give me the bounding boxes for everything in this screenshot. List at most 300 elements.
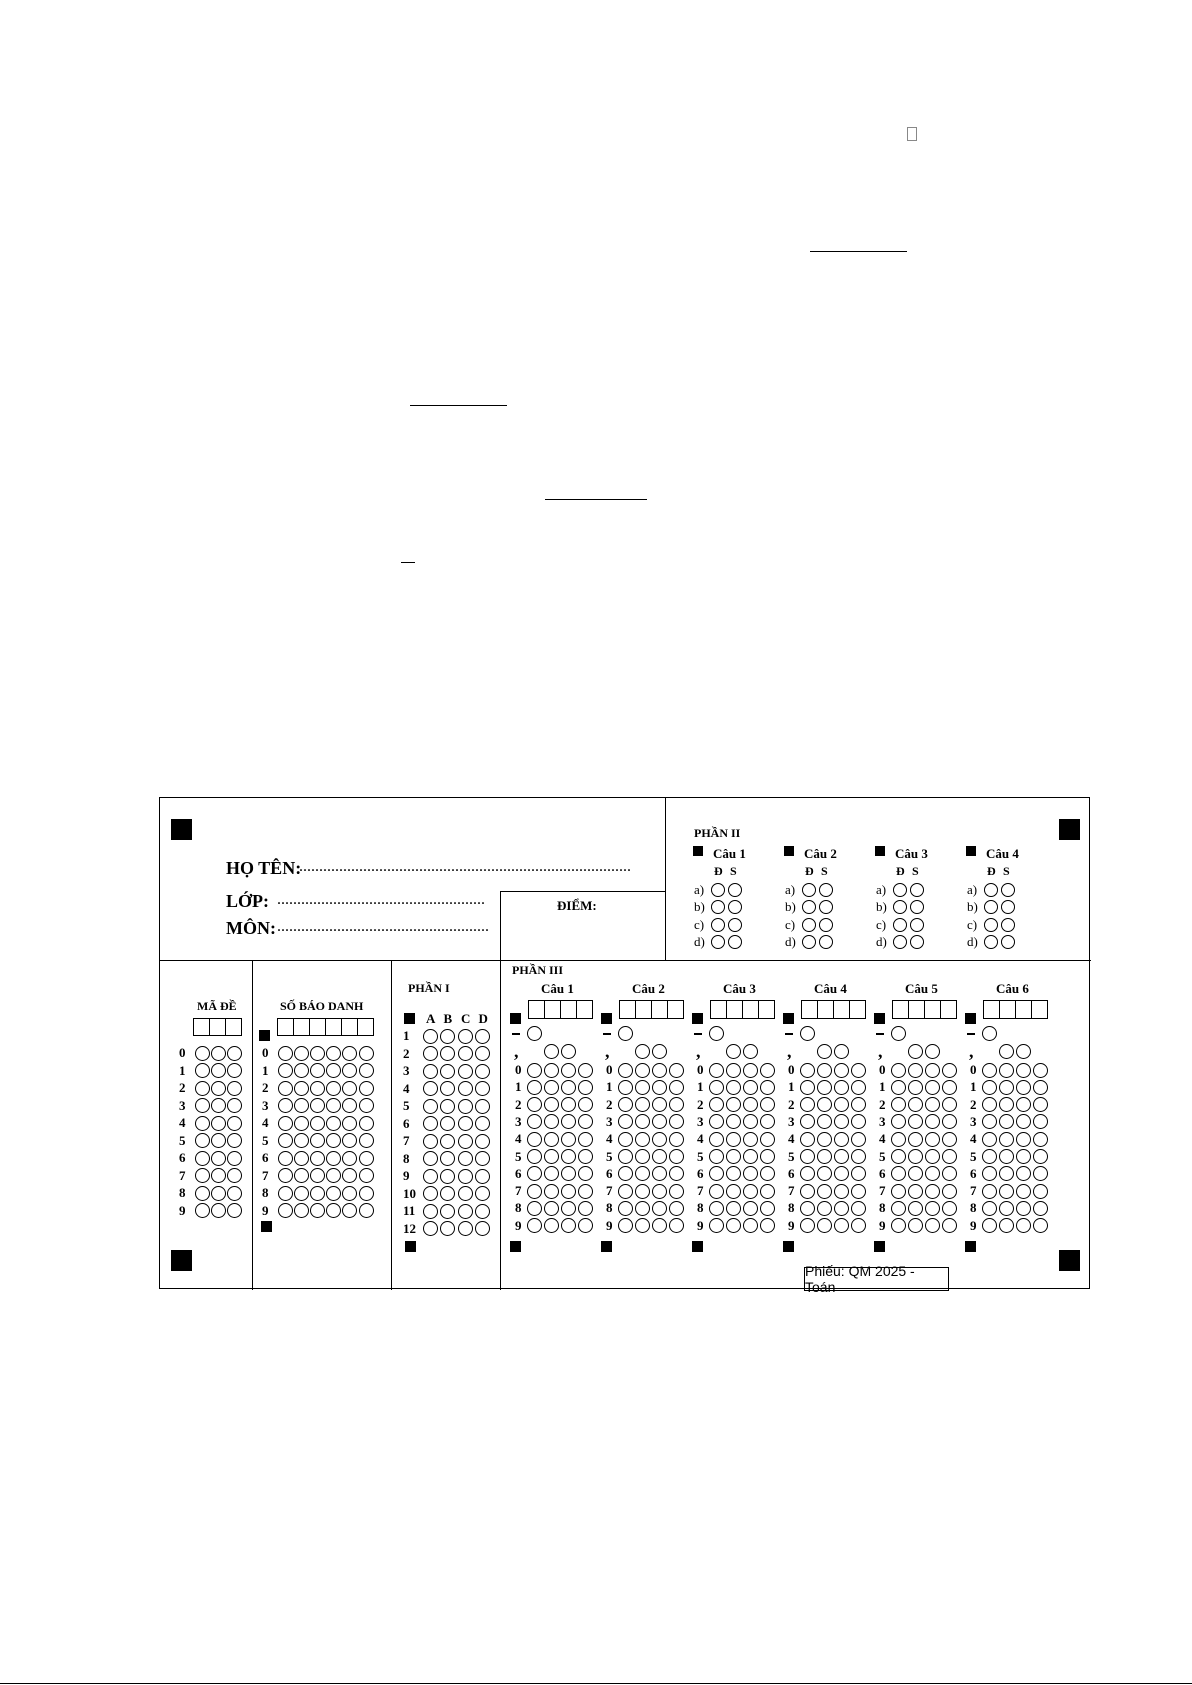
part3-digit-bubble[interactable] <box>891 1114 906 1129</box>
part3-digit-bubble[interactable] <box>908 1218 923 1233</box>
part3-entry-box[interactable] <box>651 1000 668 1019</box>
part3-digit-bubble[interactable] <box>834 1166 849 1181</box>
part3-digit-bubble[interactable] <box>908 1097 923 1112</box>
part3-digit-bubble[interactable] <box>578 1201 593 1216</box>
exam-code-digit-bubble[interactable] <box>211 1063 226 1078</box>
part3-entry-box[interactable] <box>742 1000 759 1019</box>
part1-answer-bubble[interactable] <box>423 1064 438 1079</box>
part1-answer-bubble[interactable] <box>423 1046 438 1061</box>
part3-digit-bubble[interactable] <box>561 1166 576 1181</box>
comma-bubble[interactable] <box>743 1044 758 1059</box>
part3-digit-bubble[interactable] <box>561 1114 576 1129</box>
part3-digit-bubble[interactable] <box>743 1080 758 1095</box>
part1-answer-bubble[interactable] <box>475 1221 490 1236</box>
false-bubble[interactable] <box>1001 883 1015 897</box>
part1-answer-bubble[interactable] <box>440 1046 455 1061</box>
student-id-digit-bubble[interactable] <box>359 1046 374 1061</box>
part3-digit-bubble[interactable] <box>800 1097 815 1112</box>
part3-digit-bubble[interactable] <box>618 1201 633 1216</box>
part3-entry-box[interactable] <box>619 1000 636 1019</box>
student-id-digit-bubble[interactable] <box>278 1133 293 1148</box>
part3-digit-bubble[interactable] <box>982 1218 997 1233</box>
exam-code-digit-bubble[interactable] <box>227 1098 242 1113</box>
part3-digit-bubble[interactable] <box>726 1063 741 1078</box>
student-id-digit-bubble[interactable] <box>278 1081 293 1096</box>
exam-code-digit-bubble[interactable] <box>195 1063 210 1078</box>
part3-digit-bubble[interactable] <box>851 1132 866 1147</box>
part1-answer-bubble[interactable] <box>475 1046 490 1061</box>
student-id-digit-bubble[interactable] <box>326 1098 341 1113</box>
student-id-digit-bubble[interactable] <box>310 1046 325 1061</box>
part3-digit-bubble[interactable] <box>1016 1166 1031 1181</box>
student-id-digit-bubble[interactable] <box>342 1168 357 1183</box>
comma-bubble[interactable] <box>817 1044 832 1059</box>
part3-digit-bubble[interactable] <box>999 1166 1014 1181</box>
student-id-digit-bubble[interactable] <box>294 1081 309 1096</box>
part3-entry-box[interactable] <box>999 1000 1016 1019</box>
true-bubble[interactable] <box>711 918 725 932</box>
comma-bubble[interactable] <box>925 1044 940 1059</box>
false-bubble[interactable] <box>728 883 742 897</box>
part3-digit-bubble[interactable] <box>834 1218 849 1233</box>
part3-digit-bubble[interactable] <box>834 1132 849 1147</box>
part3-digit-bubble[interactable] <box>999 1063 1014 1078</box>
minus-bubble[interactable] <box>891 1026 906 1041</box>
part1-answer-bubble[interactable] <box>423 1081 438 1096</box>
part3-digit-bubble[interactable] <box>544 1114 559 1129</box>
part3-digit-bubble[interactable] <box>669 1132 684 1147</box>
part3-digit-bubble[interactable] <box>760 1080 775 1095</box>
part3-digit-bubble[interactable] <box>982 1149 997 1164</box>
part3-digit-bubble[interactable] <box>925 1097 940 1112</box>
exam-code-digit-bubble[interactable] <box>227 1116 242 1131</box>
part3-digit-bubble[interactable] <box>834 1114 849 1129</box>
part3-digit-bubble[interactable] <box>999 1080 1014 1095</box>
part3-digit-bubble[interactable] <box>743 1184 758 1199</box>
part3-digit-bubble[interactable] <box>942 1080 957 1095</box>
part3-entry-box[interactable] <box>726 1000 743 1019</box>
part3-entry-box[interactable] <box>710 1000 727 1019</box>
part3-digit-bubble[interactable] <box>527 1149 542 1164</box>
student-id-digit-bubble[interactable] <box>326 1133 341 1148</box>
part3-digit-bubble[interactable] <box>1016 1132 1031 1147</box>
exam-code-entry-box[interactable] <box>225 1018 242 1036</box>
part3-digit-bubble[interactable] <box>760 1063 775 1078</box>
exam-code-digit-bubble[interactable] <box>195 1133 210 1148</box>
part1-answer-bubble[interactable] <box>440 1151 455 1166</box>
part3-digit-bubble[interactable] <box>669 1149 684 1164</box>
student-id-digit-bubble[interactable] <box>326 1168 341 1183</box>
part3-digit-bubble[interactable] <box>709 1184 724 1199</box>
student-id-digit-bubble[interactable] <box>342 1116 357 1131</box>
student-id-digit-bubble[interactable] <box>310 1151 325 1166</box>
part3-digit-bubble[interactable] <box>1016 1063 1031 1078</box>
exam-code-digit-bubble[interactable] <box>195 1116 210 1131</box>
exam-code-digit-bubble[interactable] <box>195 1081 210 1096</box>
part3-digit-bubble[interactable] <box>578 1166 593 1181</box>
part3-digit-bubble[interactable] <box>669 1097 684 1112</box>
part1-answer-bubble[interactable] <box>458 1064 473 1079</box>
part3-digit-bubble[interactable] <box>1033 1114 1048 1129</box>
part3-digit-bubble[interactable] <box>709 1149 724 1164</box>
student-id-digit-bubble[interactable] <box>278 1186 293 1201</box>
student-id-digit-bubble[interactable] <box>310 1168 325 1183</box>
exam-code-digit-bubble[interactable] <box>227 1081 242 1096</box>
part3-digit-bubble[interactable] <box>635 1063 650 1078</box>
part3-digit-bubble[interactable] <box>709 1201 724 1216</box>
part3-digit-bubble[interactable] <box>925 1063 940 1078</box>
part3-digit-bubble[interactable] <box>834 1149 849 1164</box>
part3-digit-bubble[interactable] <box>817 1097 832 1112</box>
part3-digit-bubble[interactable] <box>635 1132 650 1147</box>
student-id-digit-bubble[interactable] <box>342 1151 357 1166</box>
part1-answer-bubble[interactable] <box>423 1169 438 1184</box>
part3-digit-bubble[interactable] <box>709 1218 724 1233</box>
part1-answer-bubble[interactable] <box>475 1169 490 1184</box>
student-id-digit-bubble[interactable] <box>342 1046 357 1061</box>
part3-digit-bubble[interactable] <box>578 1149 593 1164</box>
part3-digit-bubble[interactable] <box>800 1114 815 1129</box>
student-id-digit-bubble[interactable] <box>359 1133 374 1148</box>
comma-bubble[interactable] <box>834 1044 849 1059</box>
minus-bubble[interactable] <box>618 1026 633 1041</box>
part3-digit-bubble[interactable] <box>618 1184 633 1199</box>
exam-code-digit-bubble[interactable] <box>211 1168 226 1183</box>
student-id-digit-bubble[interactable] <box>278 1116 293 1131</box>
comma-bubble[interactable] <box>635 1044 650 1059</box>
part3-digit-bubble[interactable] <box>925 1114 940 1129</box>
exam-code-digit-bubble[interactable] <box>211 1133 226 1148</box>
false-bubble[interactable] <box>910 900 924 914</box>
exam-code-digit-bubble[interactable] <box>195 1151 210 1166</box>
exam-code-digit-bubble[interactable] <box>195 1186 210 1201</box>
part3-digit-bubble[interactable] <box>652 1149 667 1164</box>
part3-digit-bubble[interactable] <box>982 1097 997 1112</box>
part3-digit-bubble[interactable] <box>1033 1166 1048 1181</box>
part1-answer-bubble[interactable] <box>475 1081 490 1096</box>
exam-code-digit-bubble[interactable] <box>195 1203 210 1218</box>
exam-code-digit-bubble[interactable] <box>227 1063 242 1078</box>
student-id-digit-bubble[interactable] <box>310 1116 325 1131</box>
part3-digit-bubble[interactable] <box>527 1132 542 1147</box>
exam-code-digit-bubble[interactable] <box>195 1168 210 1183</box>
student-id-digit-bubble[interactable] <box>294 1063 309 1078</box>
false-bubble[interactable] <box>728 900 742 914</box>
part3-entry-box[interactable] <box>940 1000 957 1019</box>
part3-digit-bubble[interactable] <box>709 1097 724 1112</box>
part1-answer-bubble[interactable] <box>475 1204 490 1219</box>
part3-digit-bubble[interactable] <box>1033 1132 1048 1147</box>
student-id-digit-bubble[interactable] <box>359 1098 374 1113</box>
part1-answer-bubble[interactable] <box>423 1204 438 1219</box>
part3-digit-bubble[interactable] <box>760 1201 775 1216</box>
part3-digit-bubble[interactable] <box>743 1097 758 1112</box>
part3-digit-bubble[interactable] <box>925 1149 940 1164</box>
part3-digit-bubble[interactable] <box>709 1114 724 1129</box>
part3-digit-bubble[interactable] <box>652 1097 667 1112</box>
false-bubble[interactable] <box>728 935 742 949</box>
part3-digit-bubble[interactable] <box>561 1218 576 1233</box>
part3-digit-bubble[interactable] <box>726 1114 741 1129</box>
student-id-digit-bubble[interactable] <box>326 1203 341 1218</box>
part3-digit-bubble[interactable] <box>1033 1184 1048 1199</box>
part1-answer-bubble[interactable] <box>475 1186 490 1201</box>
part3-entry-box[interactable] <box>758 1000 775 1019</box>
part3-digit-bubble[interactable] <box>942 1114 957 1129</box>
part3-digit-bubble[interactable] <box>982 1114 997 1129</box>
part3-digit-bubble[interactable] <box>544 1132 559 1147</box>
part3-entry-box[interactable] <box>983 1000 1000 1019</box>
part3-digit-bubble[interactable] <box>925 1218 940 1233</box>
part3-digit-bubble[interactable] <box>652 1166 667 1181</box>
part3-digit-bubble[interactable] <box>1033 1097 1048 1112</box>
student-id-digit-bubble[interactable] <box>278 1168 293 1183</box>
part3-digit-bubble[interactable] <box>800 1184 815 1199</box>
part1-answer-bubble[interactable] <box>458 1204 473 1219</box>
exam-code-digit-bubble[interactable] <box>227 1151 242 1166</box>
part3-digit-bubble[interactable] <box>709 1063 724 1078</box>
part3-digit-bubble[interactable] <box>743 1132 758 1147</box>
student-id-digit-bubble[interactable] <box>359 1151 374 1166</box>
student-id-digit-bubble[interactable] <box>342 1063 357 1078</box>
part3-digit-bubble[interactable] <box>652 1218 667 1233</box>
part3-entry-box[interactable] <box>801 1000 818 1019</box>
part3-digit-bubble[interactable] <box>800 1201 815 1216</box>
part3-digit-bubble[interactable] <box>527 1097 542 1112</box>
part1-answer-bubble[interactable] <box>423 1116 438 1131</box>
part3-digit-bubble[interactable] <box>652 1063 667 1078</box>
true-bubble[interactable] <box>711 883 725 897</box>
part3-digit-bubble[interactable] <box>851 1097 866 1112</box>
part3-digit-bubble[interactable] <box>743 1218 758 1233</box>
part3-digit-bubble[interactable] <box>726 1097 741 1112</box>
student-id-digit-bubble[interactable] <box>278 1063 293 1078</box>
student-id-digit-bubble[interactable] <box>294 1186 309 1201</box>
part1-answer-bubble[interactable] <box>440 1116 455 1131</box>
part3-digit-bubble[interactable] <box>709 1132 724 1147</box>
part3-digit-bubble[interactable] <box>652 1201 667 1216</box>
part3-digit-bubble[interactable] <box>982 1132 997 1147</box>
part3-digit-bubble[interactable] <box>635 1097 650 1112</box>
exam-code-digit-bubble[interactable] <box>211 1081 226 1096</box>
part3-digit-bubble[interactable] <box>652 1114 667 1129</box>
part3-entry-box[interactable] <box>924 1000 941 1019</box>
exam-code-digit-bubble[interactable] <box>195 1046 210 1061</box>
part3-digit-bubble[interactable] <box>942 1063 957 1078</box>
true-bubble[interactable] <box>893 900 907 914</box>
part3-digit-bubble[interactable] <box>578 1184 593 1199</box>
part3-digit-bubble[interactable] <box>1033 1201 1048 1216</box>
part3-entry-box[interactable] <box>560 1000 577 1019</box>
part3-digit-bubble[interactable] <box>999 1114 1014 1129</box>
part3-digit-bubble[interactable] <box>942 1166 957 1181</box>
student-id-digit-bubble[interactable] <box>359 1081 374 1096</box>
false-bubble[interactable] <box>1001 935 1015 949</box>
student-id-digit-bubble[interactable] <box>310 1203 325 1218</box>
part3-digit-bubble[interactable] <box>669 1063 684 1078</box>
student-id-entry-box[interactable] <box>309 1018 326 1036</box>
true-bubble[interactable] <box>802 935 816 949</box>
true-bubble[interactable] <box>893 935 907 949</box>
comma-bubble[interactable] <box>544 1044 559 1059</box>
student-id-digit-bubble[interactable] <box>326 1063 341 1078</box>
part3-digit-bubble[interactable] <box>817 1132 832 1147</box>
student-id-digit-bubble[interactable] <box>294 1046 309 1061</box>
part3-digit-bubble[interactable] <box>669 1166 684 1181</box>
part1-answer-bubble[interactable] <box>458 1029 473 1044</box>
part3-digit-bubble[interactable] <box>982 1184 997 1199</box>
part3-digit-bubble[interactable] <box>908 1166 923 1181</box>
part3-digit-bubble[interactable] <box>669 1218 684 1233</box>
true-bubble[interactable] <box>984 883 998 897</box>
part3-digit-bubble[interactable] <box>743 1063 758 1078</box>
exam-code-digit-bubble[interactable] <box>211 1186 226 1201</box>
true-bubble[interactable] <box>984 935 998 949</box>
student-id-digit-bubble[interactable] <box>278 1046 293 1061</box>
part1-answer-bubble[interactable] <box>475 1134 490 1149</box>
part3-digit-bubble[interactable] <box>544 1218 559 1233</box>
minus-bubble[interactable] <box>709 1026 724 1041</box>
student-id-digit-bubble[interactable] <box>359 1116 374 1131</box>
part3-digit-bubble[interactable] <box>817 1201 832 1216</box>
part1-answer-bubble[interactable] <box>423 1029 438 1044</box>
student-id-digit-bubble[interactable] <box>310 1063 325 1078</box>
part3-digit-bubble[interactable] <box>1016 1080 1031 1095</box>
part3-digit-bubble[interactable] <box>669 1184 684 1199</box>
part3-entry-box[interactable] <box>833 1000 850 1019</box>
part3-digit-bubble[interactable] <box>544 1166 559 1181</box>
part1-answer-bubble[interactable] <box>458 1081 473 1096</box>
part3-digit-bubble[interactable] <box>891 1132 906 1147</box>
false-bubble[interactable] <box>910 918 924 932</box>
part3-digit-bubble[interactable] <box>561 1080 576 1095</box>
comma-bubble[interactable] <box>652 1044 667 1059</box>
student-id-digit-bubble[interactable] <box>326 1046 341 1061</box>
part3-digit-bubble[interactable] <box>908 1132 923 1147</box>
part3-digit-bubble[interactable] <box>908 1201 923 1216</box>
part3-digit-bubble[interactable] <box>942 1184 957 1199</box>
part3-digit-bubble[interactable] <box>851 1063 866 1078</box>
part3-digit-bubble[interactable] <box>851 1166 866 1181</box>
part3-digit-bubble[interactable] <box>999 1149 1014 1164</box>
part1-answer-bubble[interactable] <box>475 1029 490 1044</box>
part1-answer-bubble[interactable] <box>458 1151 473 1166</box>
exam-code-digit-bubble[interactable] <box>227 1046 242 1061</box>
part3-digit-bubble[interactable] <box>982 1063 997 1078</box>
part3-digit-bubble[interactable] <box>942 1097 957 1112</box>
part3-digit-bubble[interactable] <box>982 1080 997 1095</box>
part3-digit-bubble[interactable] <box>817 1114 832 1129</box>
part3-digit-bubble[interactable] <box>635 1201 650 1216</box>
part3-digit-bubble[interactable] <box>999 1201 1014 1216</box>
part3-digit-bubble[interactable] <box>726 1149 741 1164</box>
part3-digit-bubble[interactable] <box>891 1166 906 1181</box>
student-id-digit-bubble[interactable] <box>294 1151 309 1166</box>
part3-entry-box[interactable] <box>849 1000 866 1019</box>
part3-digit-bubble[interactable] <box>800 1063 815 1078</box>
part3-digit-bubble[interactable] <box>760 1218 775 1233</box>
true-bubble[interactable] <box>711 900 725 914</box>
part3-digit-bubble[interactable] <box>1016 1097 1031 1112</box>
comma-bubble[interactable] <box>999 1044 1014 1059</box>
part3-digit-bubble[interactable] <box>760 1114 775 1129</box>
part3-digit-bubble[interactable] <box>669 1201 684 1216</box>
student-id-digit-bubble[interactable] <box>294 1168 309 1183</box>
minus-bubble[interactable] <box>800 1026 815 1041</box>
part3-digit-bubble[interactable] <box>1033 1149 1048 1164</box>
student-id-entry-box[interactable] <box>325 1018 342 1036</box>
part1-answer-bubble[interactable] <box>423 1186 438 1201</box>
student-id-digit-bubble[interactable] <box>342 1133 357 1148</box>
part1-answer-bubble[interactable] <box>423 1151 438 1166</box>
part3-digit-bubble[interactable] <box>1016 1218 1031 1233</box>
part3-digit-bubble[interactable] <box>999 1132 1014 1147</box>
part3-entry-box[interactable] <box>635 1000 652 1019</box>
part1-answer-bubble[interactable] <box>423 1134 438 1149</box>
minus-bubble[interactable] <box>527 1026 542 1041</box>
student-id-digit-bubble[interactable] <box>326 1081 341 1096</box>
student-id-digit-bubble[interactable] <box>359 1168 374 1183</box>
part1-answer-bubble[interactable] <box>458 1099 473 1114</box>
part3-digit-bubble[interactable] <box>544 1097 559 1112</box>
part1-answer-bubble[interactable] <box>458 1186 473 1201</box>
part3-digit-bubble[interactable] <box>635 1149 650 1164</box>
true-bubble[interactable] <box>802 918 816 932</box>
part3-digit-bubble[interactable] <box>942 1218 957 1233</box>
exam-code-digit-bubble[interactable] <box>227 1203 242 1218</box>
student-id-digit-bubble[interactable] <box>294 1098 309 1113</box>
true-bubble[interactable] <box>802 883 816 897</box>
part3-digit-bubble[interactable] <box>561 1201 576 1216</box>
true-bubble[interactable] <box>893 883 907 897</box>
part3-digit-bubble[interactable] <box>891 1063 906 1078</box>
part3-digit-bubble[interactable] <box>561 1097 576 1112</box>
part3-digit-bubble[interactable] <box>527 1184 542 1199</box>
part3-digit-bubble[interactable] <box>726 1080 741 1095</box>
part3-digit-bubble[interactable] <box>891 1201 906 1216</box>
part3-digit-bubble[interactable] <box>743 1201 758 1216</box>
part3-digit-bubble[interactable] <box>635 1184 650 1199</box>
part3-digit-bubble[interactable] <box>527 1114 542 1129</box>
exam-code-digit-bubble[interactable] <box>211 1116 226 1131</box>
part3-digit-bubble[interactable] <box>527 1080 542 1095</box>
part3-digit-bubble[interactable] <box>669 1080 684 1095</box>
part3-digit-bubble[interactable] <box>942 1132 957 1147</box>
part3-digit-bubble[interactable] <box>925 1132 940 1147</box>
part3-digit-bubble[interactable] <box>925 1201 940 1216</box>
student-id-digit-bubble[interactable] <box>326 1186 341 1201</box>
part3-digit-bubble[interactable] <box>561 1132 576 1147</box>
part3-digit-bubble[interactable] <box>851 1218 866 1233</box>
part3-digit-bubble[interactable] <box>942 1201 957 1216</box>
part3-digit-bubble[interactable] <box>618 1080 633 1095</box>
exam-code-entry-box[interactable] <box>193 1018 210 1036</box>
part1-answer-bubble[interactable] <box>458 1116 473 1131</box>
part3-digit-bubble[interactable] <box>618 1132 633 1147</box>
part3-digit-bubble[interactable] <box>760 1166 775 1181</box>
student-id-digit-bubble[interactable] <box>342 1203 357 1218</box>
part3-digit-bubble[interactable] <box>618 1114 633 1129</box>
part3-digit-bubble[interactable] <box>527 1201 542 1216</box>
student-id-entry-box[interactable] <box>277 1018 294 1036</box>
part3-digit-bubble[interactable] <box>834 1201 849 1216</box>
part3-digit-bubble[interactable] <box>743 1149 758 1164</box>
true-bubble[interactable] <box>802 900 816 914</box>
part1-answer-bubble[interactable] <box>440 1029 455 1044</box>
part3-digit-bubble[interactable] <box>544 1080 559 1095</box>
student-id-entry-box[interactable] <box>341 1018 358 1036</box>
part3-digit-bubble[interactable] <box>544 1184 559 1199</box>
